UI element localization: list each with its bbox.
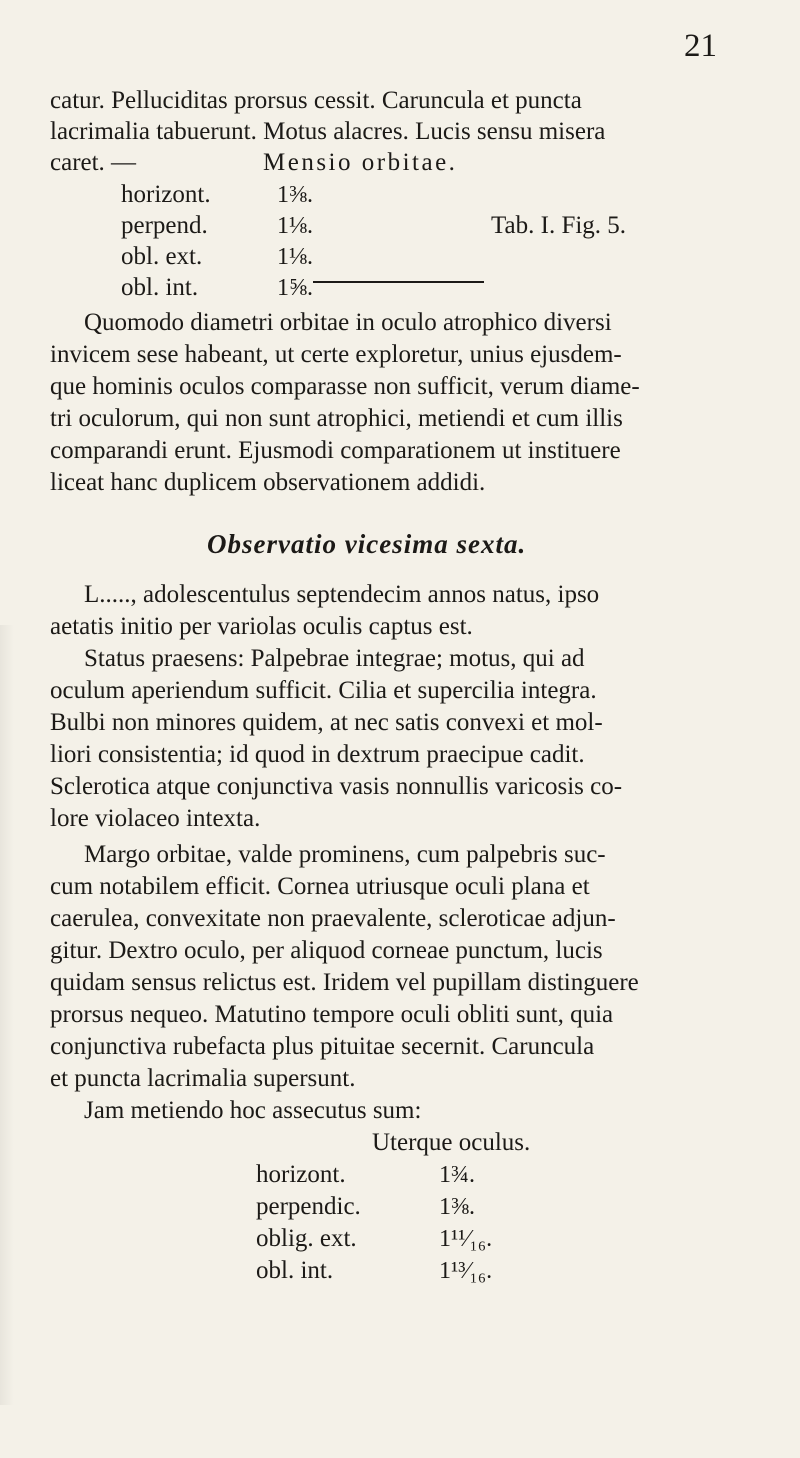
obs-line-2: aetatis initio per variolas oculis captus est.	[50, 613, 473, 640]
oculus-label-1: horizont.	[256, 1161, 346, 1188]
top-line-1	[50, 86, 738, 116]
oculus-label-4: obl. int.	[256, 1257, 334, 1284]
observation-heading: Observatio vicesima sexta.	[207, 529, 527, 559]
intro-line-6: liceat hanc duplicem observationem addidi.	[50, 469, 486, 496]
mensio-value-2: 1⅛.	[277, 213, 313, 239]
oculus-value-4: 1¹³⁄₁₆.	[439, 1258, 493, 1284]
top-line-1-text: catur. Pelluciditas prorsus cessit. Caruncula et puncta	[50, 87, 582, 114]
binding-shadow	[0, 625, 14, 1405]
obs-line-13: quidam sensus relictus est. Iridem vel pupillam distinguere	[50, 969, 639, 996]
mensio-label-1: horizont.	[121, 181, 211, 208]
obs-line-12: gitur. Dextro oculo, per aliquod corneae punctum, lucis	[50, 937, 603, 964]
mensio-label-2: perpend.	[121, 212, 208, 239]
obs-line-3: Status praesens: Palpebrae integrae; motus, qui ad	[84, 645, 585, 672]
mensio-label-4: obl. int.	[121, 274, 199, 301]
obs-line-5: Bulbi non minores quidem, at nec satis convexi et mol-	[50, 709, 603, 736]
figure-reference: Tab. I. Fig. 5.	[491, 212, 627, 239]
obs-line-11: caerulea, convexitate non praevalente, scleroticae adjun-	[50, 905, 616, 932]
obs-line-9: Margo orbitae, valde prominens, cum palpebris suc-	[84, 841, 606, 868]
mensio-value-4: 1⅝.	[277, 275, 313, 301]
top-line-2: lacrimalia tabuerunt. Motus alacres. Lucis sensu misera	[50, 118, 606, 145]
oculus-value-1: 1¾.	[439, 1162, 475, 1188]
measurement-table-title: Uterque oculus.	[372, 1129, 531, 1156]
mensio-value-1: 1⅜.	[277, 182, 313, 208]
obs-line-7: Sclerotica atque conjunctiva vasis nonnullis varicosis co-	[50, 773, 623, 800]
oculus-label-2: perpendic.	[256, 1193, 361, 1220]
obs-line-10: cum notabilem efficit. Cornea utriusque oculi plana et	[50, 873, 590, 900]
obs-line-6: liori consistentia; id quod in dextrum praecipue cadit.	[50, 741, 585, 768]
page-number: 21	[684, 28, 717, 64]
mensio-label-3: obl. ext.	[121, 243, 203, 270]
mensio-title: Mensio orbitae.	[263, 149, 458, 176]
oculus-value-3: 1¹¹⁄₁₆.	[439, 1226, 493, 1252]
obs-line-4: oculum aperiendum sufficit. Cilia et supercilia integra.	[50, 677, 597, 704]
obs-line-8: lore violaceo intexta.	[50, 805, 261, 832]
intro-line-4: tri oculorum, qui non sunt atrophici, metiendi et cum illis	[50, 405, 623, 432]
obs-line-14: prorsus nequeo. Matutino tempore oculi obliti sunt, quia	[50, 1001, 614, 1028]
oculus-value-2: 1⅜.	[439, 1194, 475, 1220]
section-divider	[313, 281, 484, 283]
intro-line-3: que hominis oculos comparasse non sufficit, verum diame-	[50, 373, 640, 400]
intro-line-5: comparandi erunt. Ejusmodi comparationem ut instituere	[50, 437, 621, 464]
intro-line-1: Quomodo diametri orbitae in oculo atrophico diversi	[84, 309, 612, 336]
obs-line-17: Jam metiendo hoc assecutus sum:	[84, 1097, 422, 1124]
mensio-value-3: 1⅛.	[277, 244, 313, 270]
obs-line-1: L....., adolescentulus septendecim annos natus, ipso	[84, 581, 600, 608]
intro-line-2: invicem sese habeant, ut certe exploretur, unius ejusdem-	[50, 341, 622, 368]
oculus-label-3: oblig. ext.	[256, 1225, 357, 1252]
obs-line-16: et puncta lacrimalia supersunt.	[50, 1065, 356, 1092]
obs-line-15: conjunctiva rubefacta plus pituitae secernit. Caruncula	[50, 1033, 595, 1060]
top-line-3: caret. —	[50, 149, 137, 176]
